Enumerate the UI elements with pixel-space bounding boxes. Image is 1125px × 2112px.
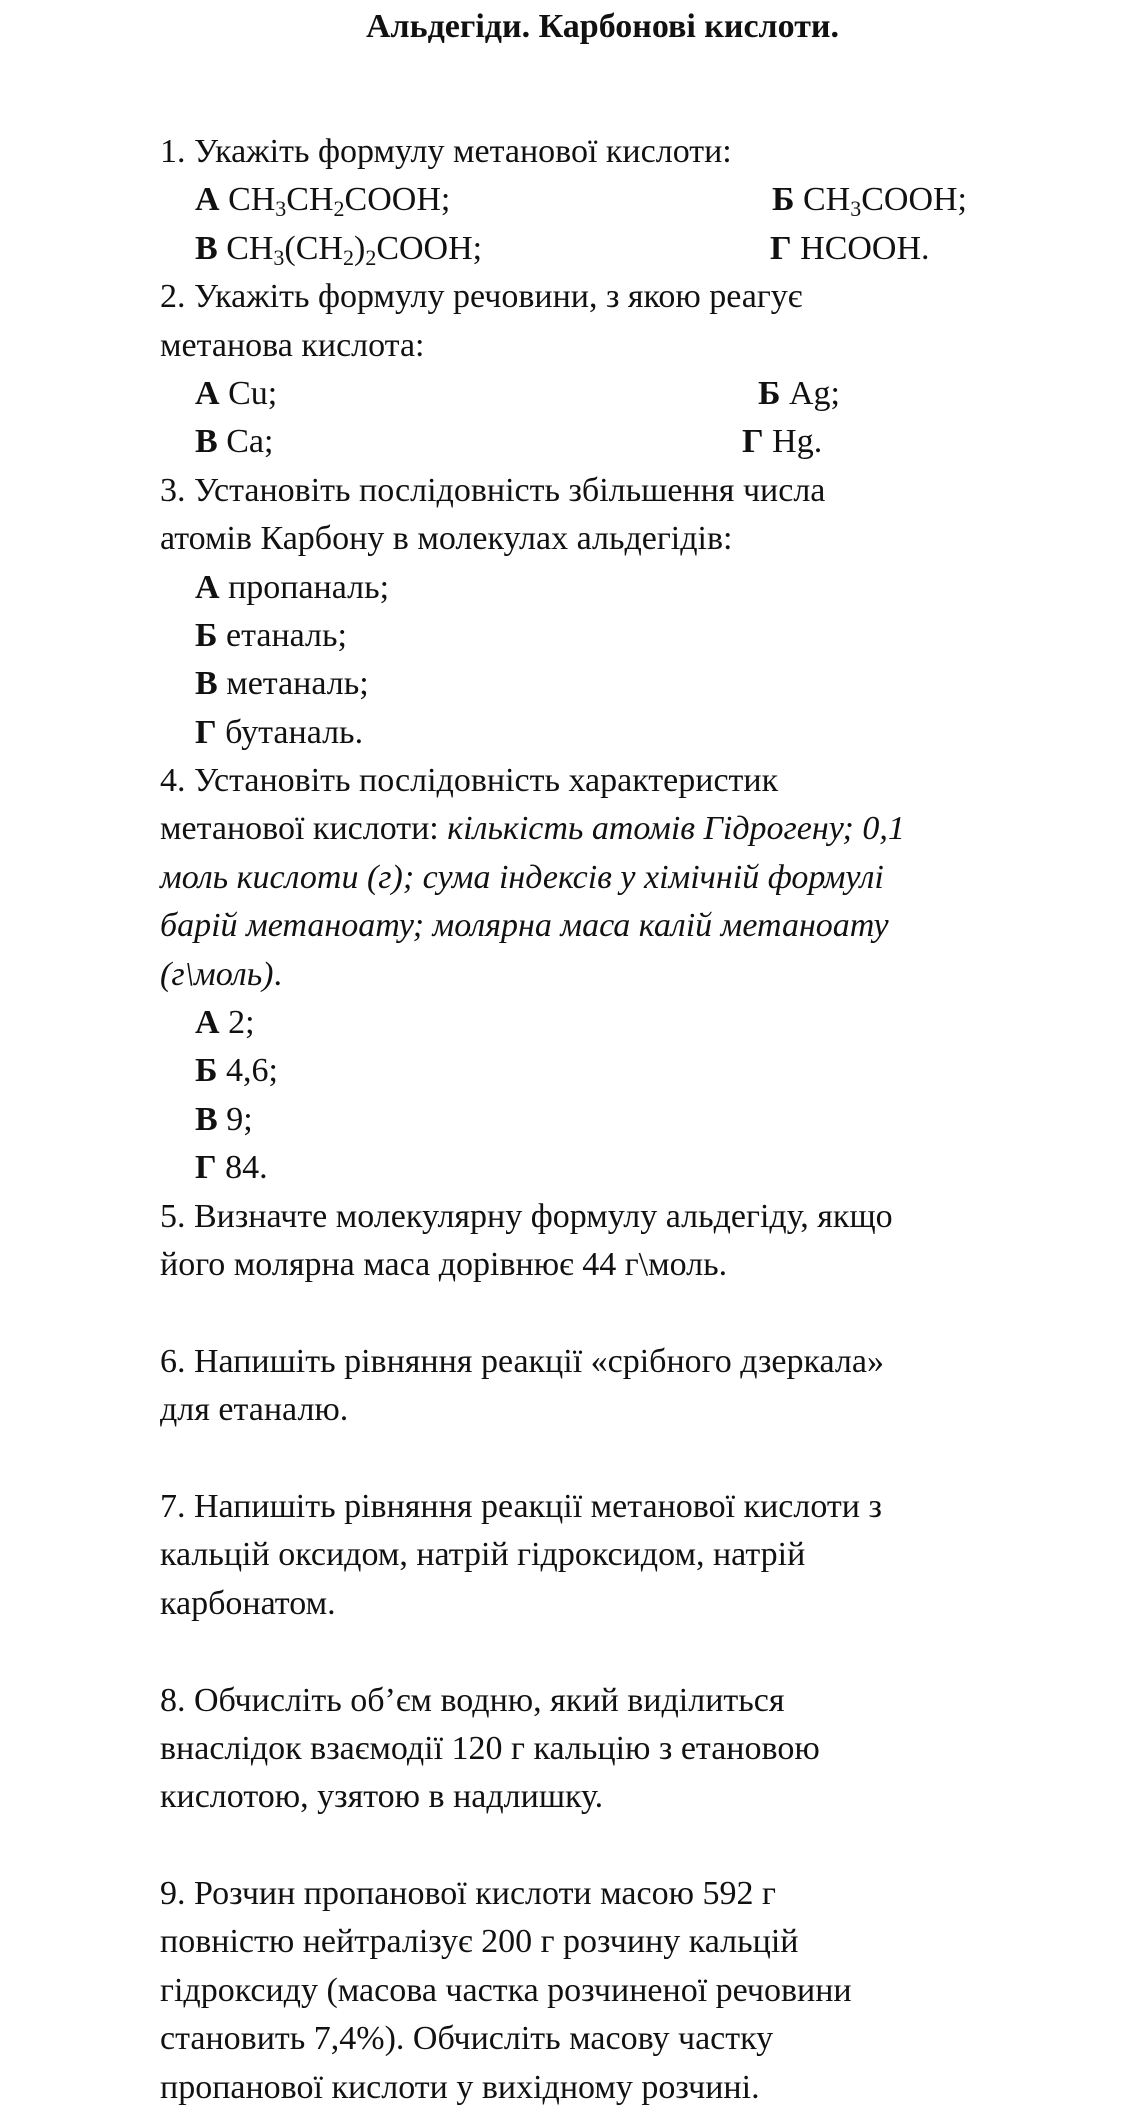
option-b	[195, 1047, 1060, 1095]
option-text: етаналь;	[225, 616, 347, 654]
spacer	[160, 1822, 1060, 1870]
question-7-line: 7. Напишіть рівняння реакції метанової кислоти з	[160, 1487, 882, 1525]
option-letter: Г	[195, 1149, 217, 1187]
option-letter: А	[195, 1004, 220, 1042]
question-3-stem-line: 3. Установіть послідовність збільшення числа	[160, 471, 826, 509]
option-v	[195, 418, 273, 466]
question-8-line: кислотою, узятою в надлишку.	[160, 1778, 604, 1816]
spacer	[160, 1628, 1060, 1676]
question-1	[160, 128, 1060, 273]
option-letter: А	[195, 181, 220, 219]
option-letter: Г	[770, 229, 792, 267]
question-5	[160, 1193, 1060, 1290]
question-8-line: внаслідок взаємодії 120 г кальцію з етановою	[160, 1729, 820, 1767]
option-a: А $CH_3CH_2COOH$;	[195, 181, 451, 222]
options-row	[160, 176, 1060, 224]
option-g: Г HCOOH.	[770, 229, 930, 267]
question-9-line: повністю нейтралізує 200 г розчину кальцій	[160, 1923, 799, 1961]
question-5-line: його молярна маса дорівнює 44 г\моль.	[160, 1245, 728, 1283]
question-2-stem-line: 2. Укажіть формулу речовини, з якою реагує	[160, 278, 803, 316]
option-text: Ag;	[788, 374, 840, 412]
page-title: Альдегіди. Карбонові кислоти.	[366, 8, 839, 45]
option-letter: В	[195, 229, 218, 267]
option-text: 2;	[228, 1004, 255, 1042]
options-row	[160, 225, 1060, 273]
question-2-stem-line: метанова кислота:	[160, 326, 425, 364]
question-3	[160, 467, 1060, 757]
spacer	[160, 1289, 1060, 1337]
option-v	[195, 660, 1060, 708]
option-b	[195, 612, 1060, 660]
question-7-line: карбонатом.	[160, 1584, 336, 1622]
options-row	[160, 370, 1060, 418]
question-6	[160, 1338, 1060, 1435]
question-9-line: 9. Розчин пропанової кислоти масою 592 г	[160, 1875, 776, 1913]
option-letter: В	[195, 423, 218, 461]
option-letter: В	[195, 665, 218, 703]
question-8-line: 8. Обчисліть об’єм водню, який виділиться	[160, 1681, 785, 1719]
option-letter: Б	[195, 1052, 218, 1090]
question-1-stem: 1. Укажіть формулу метанової кислоти:	[160, 133, 732, 170]
option-letter: Б	[772, 181, 795, 219]
question-4	[160, 757, 1060, 1193]
option-letter: Б	[758, 374, 781, 412]
option-letter: Г	[742, 423, 764, 461]
option-text: пропаналь;	[228, 568, 390, 606]
option-g	[195, 709, 1060, 757]
option-text: 84.	[225, 1149, 268, 1187]
option-letter: В	[195, 1100, 218, 1138]
question-9-line: гідроксиду (масова частка розчиненої речовини	[160, 1971, 852, 2009]
question-4-stem-line: 4. Установіть послідовність характеристик	[160, 762, 779, 800]
option-v: В $CH_3(CH_2)_2COOH$;	[195, 229, 483, 270]
question-7	[160, 1483, 1060, 1628]
option-b	[758, 370, 840, 418]
option-g	[742, 418, 822, 466]
option-letter: А	[195, 568, 220, 606]
question-4-stem-line: моль кислоти (г); сума індексів у хімічній формулі	[160, 858, 884, 896]
option-letter: Г	[195, 713, 217, 751]
option-text: Hg.	[772, 423, 823, 461]
option-text: Ca;	[226, 423, 274, 461]
option-letter: Б	[195, 616, 218, 654]
spacer	[160, 1435, 1060, 1483]
option-g	[195, 1144, 1060, 1192]
question-4-stem-line: барій метаноату; молярна маса калій метаноату	[160, 907, 889, 945]
question-3-stem-line: атомів Карбону в молекулах альдегідів:	[160, 520, 733, 558]
question-7-line: кальцій оксидом, натрій гідроксидом, натрій	[160, 1536, 806, 1574]
option-letter: А	[195, 374, 220, 412]
question-6-line: для етаналю.	[160, 1391, 349, 1429]
question-4-stem-line: метанової кислоти: кількість атомів Гідрогену; 0,1	[160, 810, 905, 848]
option-a	[195, 564, 1060, 612]
option-text: 4,6;	[225, 1052, 278, 1090]
question-4-stem-line: (г\моль).	[160, 955, 283, 993]
question-9-line: становить 7,4%). Обчисліть масову частку	[160, 2020, 774, 2058]
options-row	[160, 418, 1060, 466]
option-text: Cu;	[228, 374, 278, 412]
question-6-line: 6. Напишіть рівняння реакції «срібного дзеркала»	[160, 1342, 884, 1380]
option-b: Б $CH_3COOH$;	[772, 181, 968, 222]
option-a	[195, 370, 277, 418]
option-a	[195, 999, 1060, 1047]
question-9	[160, 1870, 1060, 2112]
option-text: 9;	[226, 1100, 253, 1138]
question-5-line: 5. Визначте молекулярну формулу альдегіду, якщо	[160, 1197, 893, 1235]
option-text: метаналь;	[226, 665, 369, 703]
question-9-line: пропанової кислоти у вихідному розчині.	[160, 2068, 760, 2106]
questions-list	[160, 128, 1060, 2112]
option-text: бутаналь.	[225, 713, 364, 751]
question-8	[160, 1677, 1060, 1822]
question-2	[160, 273, 1060, 467]
option-v	[195, 1096, 1060, 1144]
